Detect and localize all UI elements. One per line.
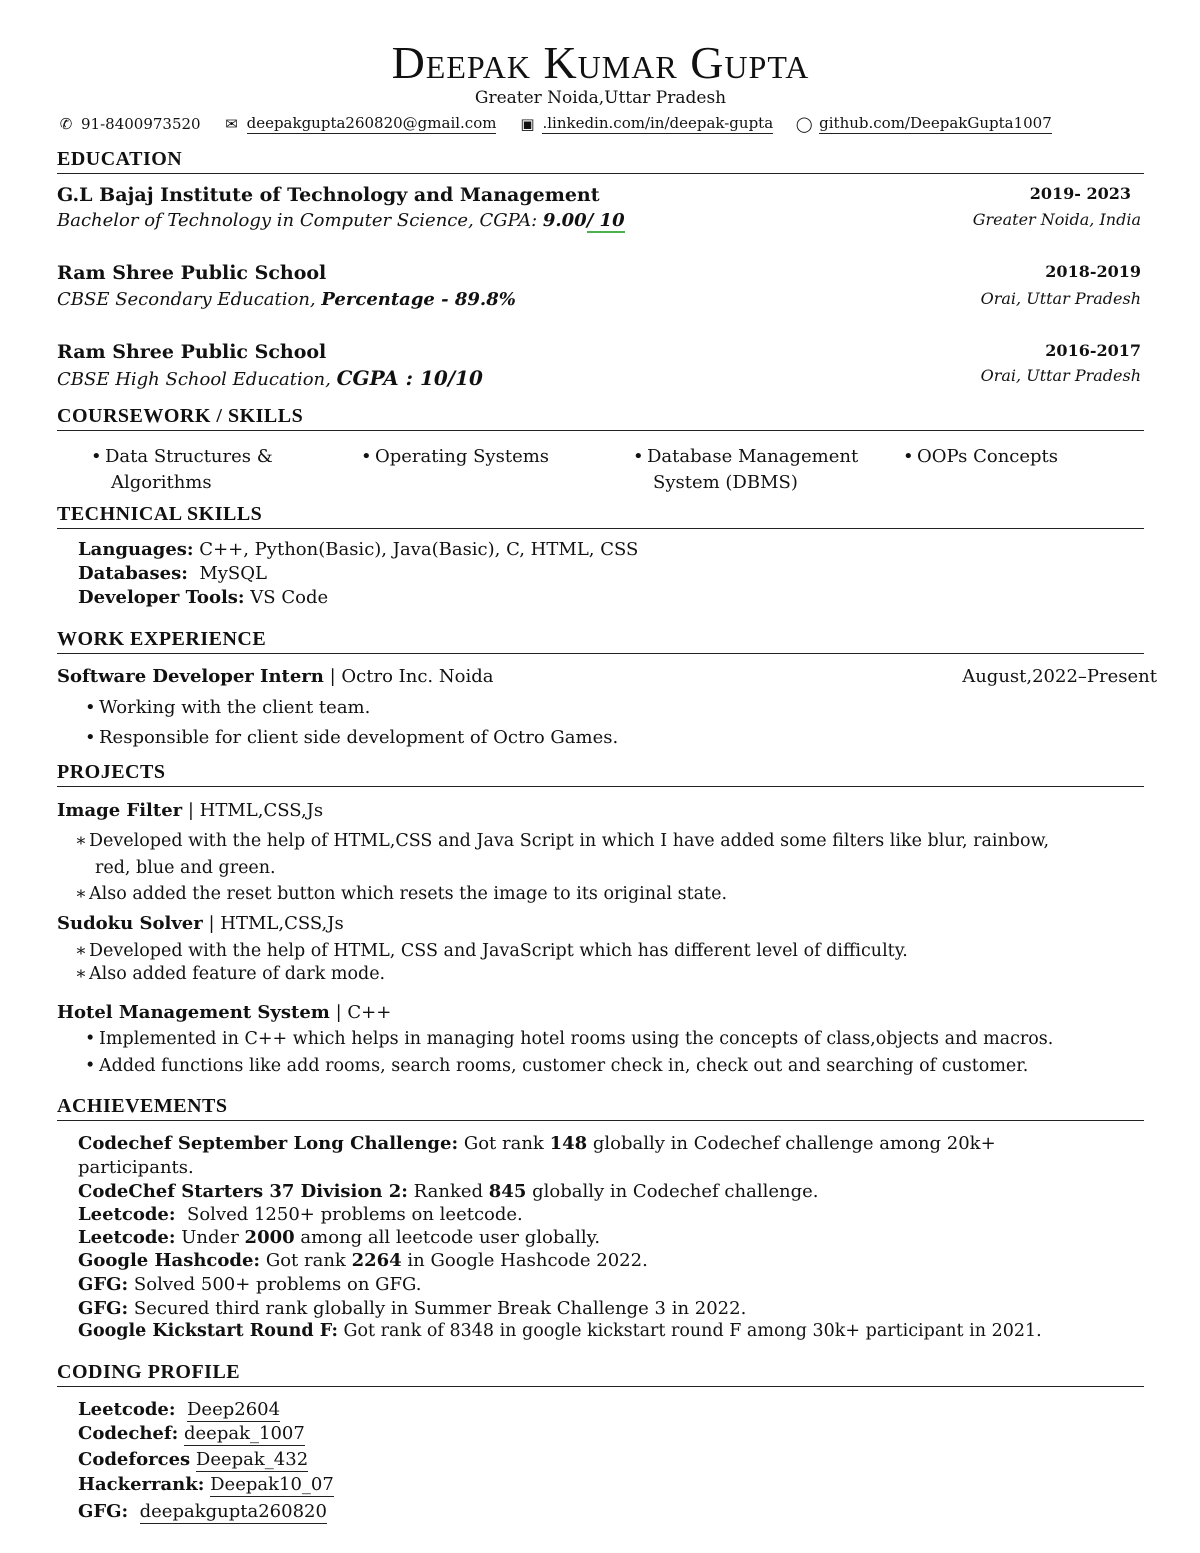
- technical-heading: TECHNICAL SKILLS: [57, 503, 1144, 529]
- work-entry: [57, 666, 1157, 687]
- project-title: Hotel Management System | C++: [57, 1002, 392, 1023]
- degree: CBSE High School Education,: [57, 369, 337, 390]
- score: Percentage - 89.8%: [321, 289, 516, 310]
- profile-codechef: Codechef: deepak_1007: [78, 1423, 305, 1444]
- work-heading: WORK EXPERIENCE: [57, 628, 1144, 654]
- institution: Ram Shree Public School: [57, 341, 327, 363]
- education-entry-2: [57, 262, 1141, 284]
- candidate-name: Deepak Kumar Gupta: [391, 37, 810, 88]
- achievement-item: Leetcode: Solved 1250+ problems on leetcode.: [78, 1204, 523, 1225]
- achievement-item: Leetcode: Under 2000 among all leetcode user globally.: [78, 1227, 601, 1248]
- course-item: • Data Structures & Algorithms: [91, 446, 273, 493]
- leetcode-link[interactable]: Deep2604: [186, 1399, 281, 1420]
- education-heading: EDUCATION: [57, 148, 1144, 174]
- place: Orai, Uttar Pradesh: [980, 366, 1141, 385]
- years: 2019- 2023: [1029, 184, 1131, 203]
- degree: CBSE Secondary Education,: [57, 289, 322, 310]
- institution: Ram Shree Public School: [57, 262, 327, 284]
- list-item: • Working with the client team.: [85, 697, 371, 718]
- course-item: • Database Management System (DBMS): [633, 446, 859, 493]
- candidate-location: Greater Noida,Uttar Pradesh: [474, 88, 727, 108]
- list-item: ∗ Developed with the help of HTML, CSS and JavaScript which has different level of difficulty.: [75, 941, 908, 961]
- work-dates: August,2022–Present: [962, 666, 1157, 687]
- list-item: • Added functions like add rooms, search rooms, customer check in, check out and searching of customer.: [85, 1056, 1029, 1076]
- job-role: Software Developer Intern: [57, 666, 324, 687]
- list-item: • Responsible for client side development of Octro Games.: [85, 727, 619, 748]
- phone-icon: ✆: [59, 115, 73, 133]
- linkedin-link[interactable]: .linkedin.com/in/deepak-gupta: [542, 114, 774, 132]
- list-item: ∗ Also added the reset button which resets the image to its original state.: [75, 884, 728, 904]
- list-item: • Implemented in C++ which helps in managing hotel rooms using the concepts of class,objects and macros.: [85, 1029, 1054, 1049]
- degree: Bachelor of Technology in Computer Science, CGPA:: [57, 210, 543, 231]
- education-detail-1: [57, 210, 1141, 231]
- databases-line: Databases: MySQL: [78, 563, 267, 584]
- phone-contact[interactable]: [57, 115, 201, 133]
- github-contact[interactable]: [795, 114, 1052, 134]
- years: 2016-2017: [1045, 341, 1141, 360]
- place: Greater Noida, India: [972, 210, 1141, 229]
- github-icon: ◯: [795, 115, 813, 133]
- course-item: • OOPs Concepts: [903, 446, 1059, 467]
- gfg-link[interactable]: deepakgupta260820: [139, 1501, 327, 1522]
- years: 2018-2019: [1045, 262, 1141, 281]
- course-item: • Operating Systems: [361, 446, 550, 467]
- score: CGPA : 10/10: [336, 366, 483, 390]
- contact-bar: [57, 114, 1144, 134]
- achievement-item: Codechef September Long Challenge: Got rank 148 globally in Codechef challenge among 20k+: [78, 1133, 996, 1154]
- list-item: ∗ Also added feature of dark mode.: [75, 964, 386, 984]
- achievement-item: GFG: Solved 500+ problems on GFG.: [78, 1274, 422, 1295]
- achievement-item: CodeChef Starters 37 Division 2: Ranked 845 globally in Codechef challenge.: [78, 1181, 819, 1202]
- profile-codeforces: Codeforces Deepak_432: [78, 1449, 309, 1470]
- languages-line: Languages: C++, Python(Basic), Java(Basic), C, HTML, CSS: [78, 539, 639, 560]
- list-item-continued: red, blue and green.: [95, 858, 276, 878]
- github-link[interactable]: github.com/DeepakGupta1007: [819, 114, 1052, 132]
- phone-number: 91-8400973520: [81, 115, 201, 133]
- codeforces-link[interactable]: Deepak_432: [195, 1449, 309, 1470]
- score-suffix: / 10: [586, 210, 625, 231]
- coursework-heading: COURSEWORK / SKILLS: [57, 405, 1144, 431]
- profile-leetcode: Leetcode: Deep2604: [78, 1399, 281, 1420]
- hackerrank-link[interactable]: Deepak10_07: [210, 1474, 334, 1495]
- institution: G.L Bajaj Institute of Technology and Management: [57, 184, 600, 206]
- achievements-heading: ACHIEVEMENTS: [57, 1095, 1144, 1121]
- achievement-item-continued: participants.: [78, 1157, 194, 1178]
- achievement-item: Google Kickstart Round F: Got rank of 8348 in google kickstart round F among 30k+ participant in 2021.: [78, 1321, 1042, 1341]
- email-icon: ✉: [225, 115, 238, 133]
- education-detail-3: [57, 366, 1141, 390]
- profile-gfg: GFG: deepakgupta260820: [78, 1501, 327, 1522]
- education-detail-2: [57, 289, 1141, 310]
- profile-hackerrank: Hackerrank: Deepak10_07: [78, 1474, 334, 1495]
- education-entry-3: [57, 341, 1141, 363]
- achievement-item: Google Hashcode: Got rank 2264 in Google Hashcode 2022.: [78, 1250, 648, 1271]
- place: Orai, Uttar Pradesh: [980, 289, 1141, 308]
- list-item: ∗ Developed with the help of HTML,CSS and Java Script in which I have added some filters like blur, rainbow,: [75, 831, 1050, 851]
- linkedin-contact[interactable]: [518, 114, 773, 134]
- tools-line: Developer Tools: VS Code: [78, 587, 329, 608]
- project-title: Image Filter | HTML,CSS,Js: [57, 800, 324, 821]
- linkedin-icon: ▣: [520, 115, 535, 133]
- score: 9.00: [542, 210, 587, 231]
- email-link[interactable]: deepakgupta260820@gmail.com: [246, 114, 497, 132]
- email-contact[interactable]: [223, 114, 497, 134]
- achievement-item: GFG: Secured third rank globally in Summer Break Challenge 3 in 2022.: [78, 1298, 747, 1319]
- projects-heading: PROJECTS: [57, 761, 1144, 787]
- company: | Octro Inc. Noida: [329, 666, 494, 687]
- codechef-link[interactable]: deepak_1007: [184, 1423, 305, 1444]
- profiles-heading: CODING PROFILE: [57, 1361, 1144, 1387]
- project-title: Sudoku Solver | HTML,CSS,Js: [57, 913, 344, 934]
- education-entry-1: [57, 184, 1141, 206]
